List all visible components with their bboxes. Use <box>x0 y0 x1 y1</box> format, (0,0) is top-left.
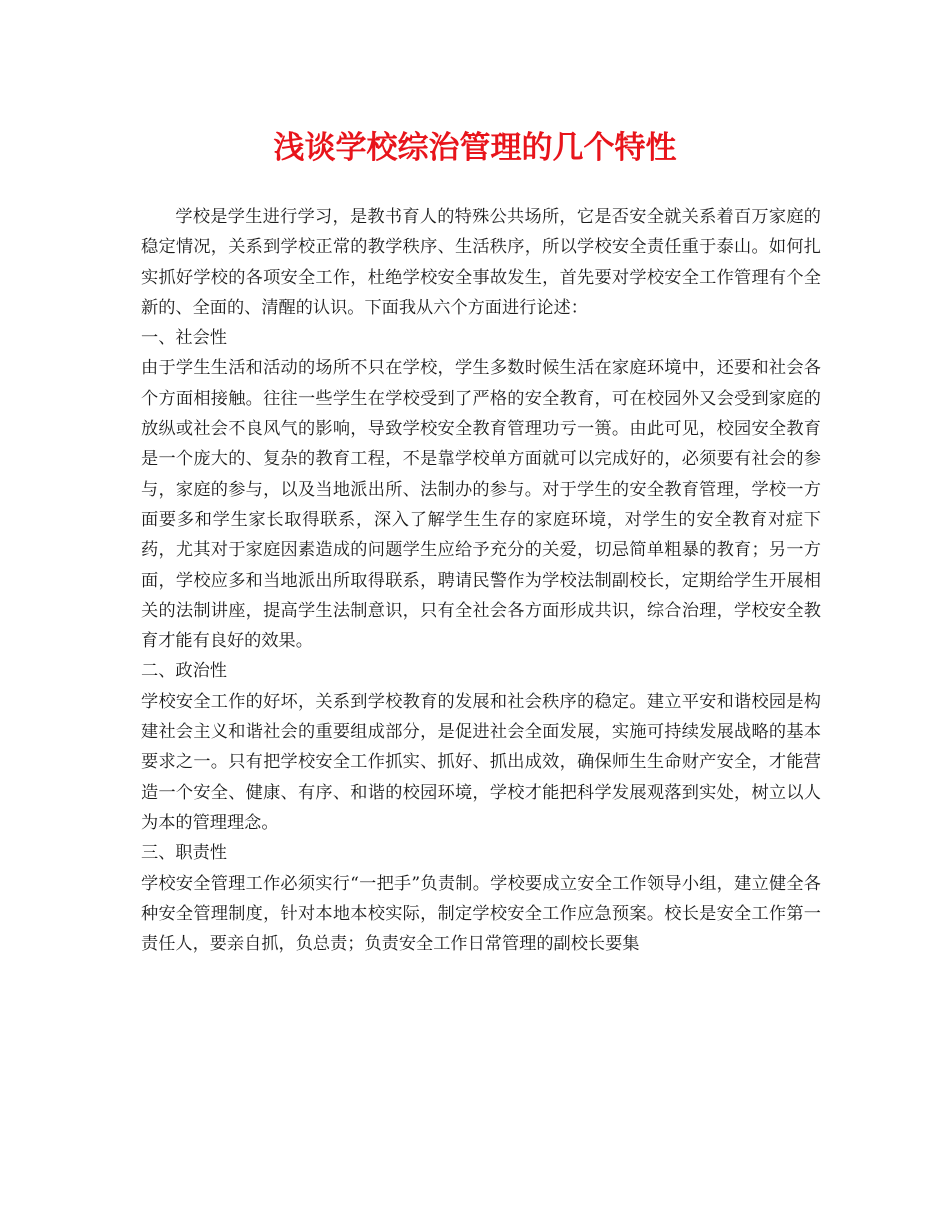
section-paragraph-social: 由于学生生活和活动的场所不只在学校，学生多数时候生活在家庭环境中，还要和社会各个方面相接触。往往一些学生在学校受到了严格的安全教育，可在校园外又会受到家庭的放纵或社会不良风气的影响，导致学校安全教育管理功亏一篑。由此可见，校园安全教育是一个庞大的、复杂的教育工程，不是靠学校单方面就可以完成好的，必须要有社会的参与，家庭的参与，以及当地派出所、法制办的参与。对于学生的安全教育管理，学校一方面要多和学生家长取得联系，深入了解学生生存的家庭环境，对学生的安全教育对症下药，尤其对于家庭因素造成的问题学生应给予充分的关爱，切忌简单粗暴的教育；另一方面，学校应多和当地派出所取得联系，聘请民警作为学校法制副校长，定期给学生开展相关的法制讲座，提高学生法制意识，只有全社会各方面形成共识，综合治理，学校安全教育才能有良好的效果。 <box>141 358 821 652</box>
section-heading-political: 二、政治性 <box>141 661 227 682</box>
document-body <box>141 202 821 959</box>
section-paragraph-responsibility: 学校安全管理工作必须实行“一把手”负责制。学校要成立安全工作领导小组，建立健全各种安全管理制度，针对本地本校实际，制定学校安全工作应急预案。校长是安全工作第一责任人，要亲自抓，负总责；负责安全工作日常管理的副校长要集 <box>141 873 821 955</box>
section-heading-social: 一、社会性 <box>141 328 227 349</box>
section-heading-responsibility: 三、职责性 <box>141 843 227 864</box>
intro-paragraph: 学校是学生进行学习，是教书育人的特殊公共场所，它是否安全就关系着百万家庭的稳定情况，关系到学校正常的教学秩序、生活秩序，所以学校安全责任重于泰山。如何扎实抓好学校的各项安全工作，杜绝学校安全事故发生，首先要对学校安全工作管理有个全新的、全面的、清醒的认识。下面我从六个方面进行论述： <box>141 207 821 318</box>
document-title: 浅谈学校综治管理的几个特性 <box>273 130 677 166</box>
section-paragraph-political: 学校安全工作的好坏，关系到学校教育的发展和社会秩序的稳定。建立平安和谐校园是构建社会主义和谐社会的重要组成部分，是促进社会全面发展，实施可持续发展战略的基本要求之一。只有把学校安全工作抓实、抓好、抓出成效，确保师生生命财产安全，才能营造一个安全、健康、有序、和谐的校园环境，学校才能把科学发展观落到实处，树立以人为本的管理理念。 <box>141 691 821 833</box>
